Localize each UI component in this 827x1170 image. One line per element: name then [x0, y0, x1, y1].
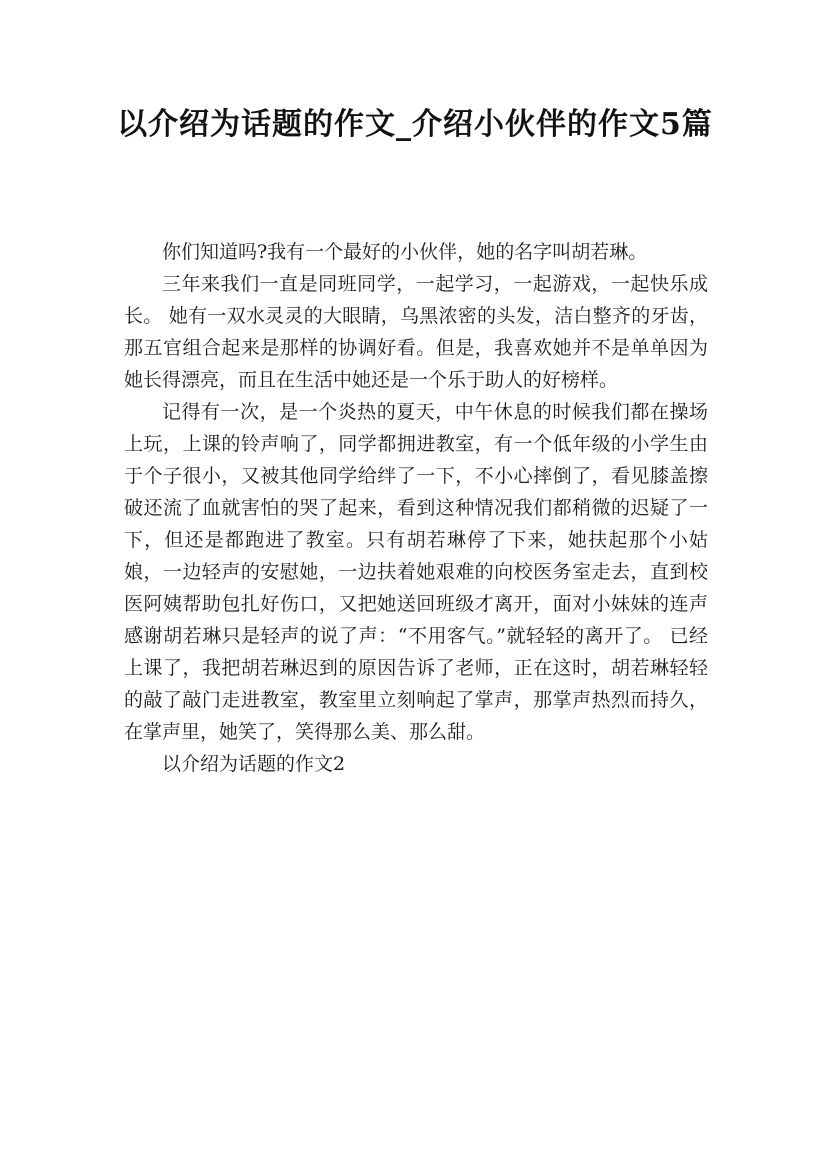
paragraph-2: 三年来我们一直是同班同学，一起学习，一起游戏，一起快乐成长。 她有一双水灵灵的大眼睛，乌黑浓密的头发，洁白整齐的牙齿，那五官组合起来是那样的协调好看。但是，我喜欢她并不是单单因为她长得漂亮，而且在生活中她还是一个乐于助人的好榜样。	[124, 273, 708, 391]
paragraph-1: 你们知道吗?我有一个最好的小伙伴，她的名字叫胡若琳。	[162, 241, 648, 263]
paragraph-3: 记得有一次，是一个炎热的夏天，中午休息的时候我们都在操场上玩，上课的铃声响了，同学都拥进教室，有一个低年级的小学生由于个子很小，又被其他同学给绊了一下，不小心摔倒了，看见膝盖擦破还流了血就害怕的哭了起来，看到这种情况我们都稍微的迟疑了一下，但还是都跑进了教室。只有胡若琳停了下来，她扶起那个小姑娘，一边轻声的安慰她，一边扶着她艰难的向校医务室走去，直到校医阿姨帮助包扎好伤口，又把她送回班级才离开，面对小妹妹的连声感谢胡若琳只是轻声的说了声：“不用客气。”就轻轻的离开了。 已经上课了，我把胡若琳迟到的原因告诉了老师，正在这时，胡若琳轻轻的敲了敲门走进教室，教室里立刻响起了掌声，那掌声热烈而持久，在掌声里，她笑了，笑得那么美、那么甜。	[124, 401, 708, 743]
document-body	[124, 236, 708, 780]
document-title: 以介绍为话题的作文_介绍小伙伴的作文5篇	[117, 107, 713, 142]
section-heading-2: 以介绍为话题的作文2	[162, 753, 346, 775]
